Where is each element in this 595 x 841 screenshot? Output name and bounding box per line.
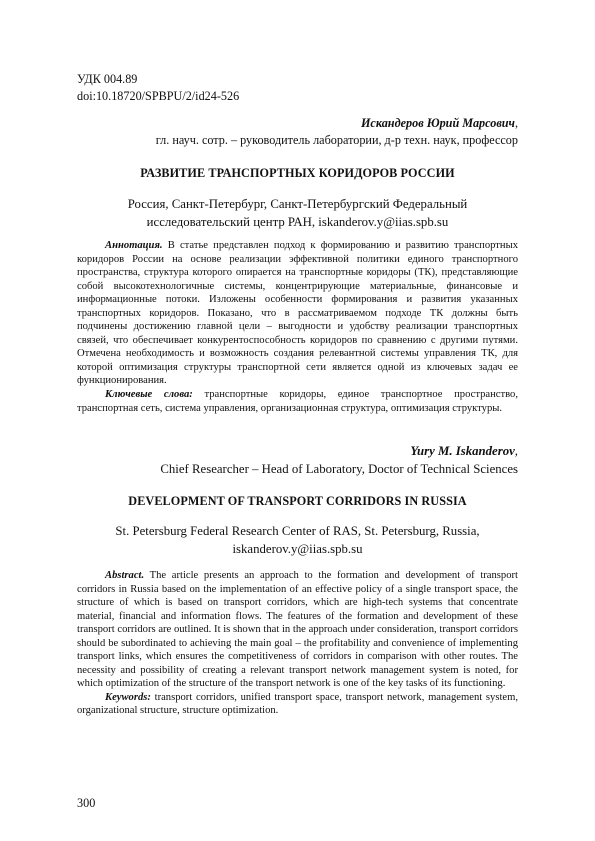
- keywords-en-label: Keywords:: [105, 691, 151, 703]
- author-block-en: [160, 443, 518, 478]
- author-position-en: Chief Researcher – Head of Laboratory, Doctor of Technical Sciences: [160, 461, 518, 476]
- affiliation-en-line2: iskanderov.y@iias.spb.su: [232, 542, 363, 556]
- author-position-ru: гл. науч. сотр. – руководитель лаборатории, д-р техн. наук, профессор: [155, 133, 518, 147]
- affiliation-en-line1: St. Petersburg Federal Research Center of RAS, St. Petersburg, Russia,: [115, 524, 480, 538]
- affiliation-ru-line2: исследовательский центр РАН, iskanderov.y@iias.spb.su: [146, 215, 449, 229]
- paper-title-en: DEVELOPMENT OF TRANSPORT CORRIDORS IN RUSSIA: [128, 494, 467, 508]
- keywords-ru-label: Ключевые слова:: [105, 389, 193, 401]
- affiliation-ru-line1: Россия, Санкт-Петербург, Санкт-Петербургский Федеральный: [127, 197, 468, 211]
- author-name-en-suffix: ,: [514, 444, 518, 458]
- keywords-ru-text: транспортные коридоры, единое транспортное пространство, транспортная сеть, система управления, организационная структура, оптимизация структуры.: [77, 389, 518, 414]
- abstract-ru-paragraph: [77, 239, 518, 388]
- keywords-en-text: transport corridors, unified transport space, transport network, management system, organizational structure, structure optimization.: [77, 691, 518, 717]
- affiliation-ru: [77, 195, 518, 231]
- author-name-ru: Искандеров Юрий Марсович: [360, 116, 515, 130]
- abstract-en-text: The article presents an approach to the formation and development of transport corridors in Russia based on the implementation of an effective policy of a single transport space, the structure of which is based on transport corridors, which are high-tech systems that concentrate material, financial and information flows. The features of the formation and development of these transport corridors are outlined. It is shown that in the approach under consideration, transport corridors should be subordinated to achieving the main goal – the profitability and convenience of implementing transport links, which ensures the competitiveness of corridors in comparison with other routes. The necessity and possibility of creating a relevant transport network management system is noted, for which optimization of the structure of the transport network is one of the key tasks of its functioning.: [77, 570, 518, 690]
- author-block-ru: [156, 115, 518, 149]
- abstract-ru-text: В статье представлен подход к формированию и развитию транспортных коридоров России на основе реализации эффективной политики единого транспортного пространства, структура которого опирается на транспортные коридоры (ТК), представляющие собой высокотехнологичные системы, концентрирующие материальные, финансовые и информационные потоки. Изложены особенности формирования и развития указанных транспортных коридоров. Показано, что в рассматриваемом подходе ТК должны быть подчинены достижению главной цели – выгодности и удобству реализации транспортных связей, что обеспечивает конкурентоспособность коридоров по сравнению с другими путями. Отмечена необходимость и возможность создания релевантной системы управления ТК, для которой оптимизация структуры транспортной сети является одной из ключевых задач ее функционирования.: [77, 240, 518, 387]
- udk-code: УДК 004.89: [77, 72, 138, 86]
- abstract-ru-label: Аннотация.: [105, 240, 163, 251]
- abstract-en-paragraph: [77, 569, 518, 691]
- author-name-ru-suffix: ,: [514, 116, 518, 130]
- keywords-en-paragraph: [77, 691, 518, 718]
- page-number: 300: [77, 796, 96, 810]
- header-identifiers: [77, 71, 239, 105]
- affiliation-en: [77, 522, 518, 558]
- keywords-ru-paragraph: [77, 388, 518, 415]
- paper-title-ru: РАЗВИТИЕ ТРАНСПОРТНЫХ КОРИДОРОВ РОССИИ: [140, 166, 455, 180]
- abstract-en: [77, 569, 518, 718]
- abstract-ru: [77, 239, 518, 415]
- author-name-en: Yury M. Iskanderov: [410, 444, 515, 458]
- doi-code: doi:10.18720/SPBPU/2/id24-526: [77, 89, 240, 103]
- abstract-en-label: Abstract.: [105, 570, 145, 581]
